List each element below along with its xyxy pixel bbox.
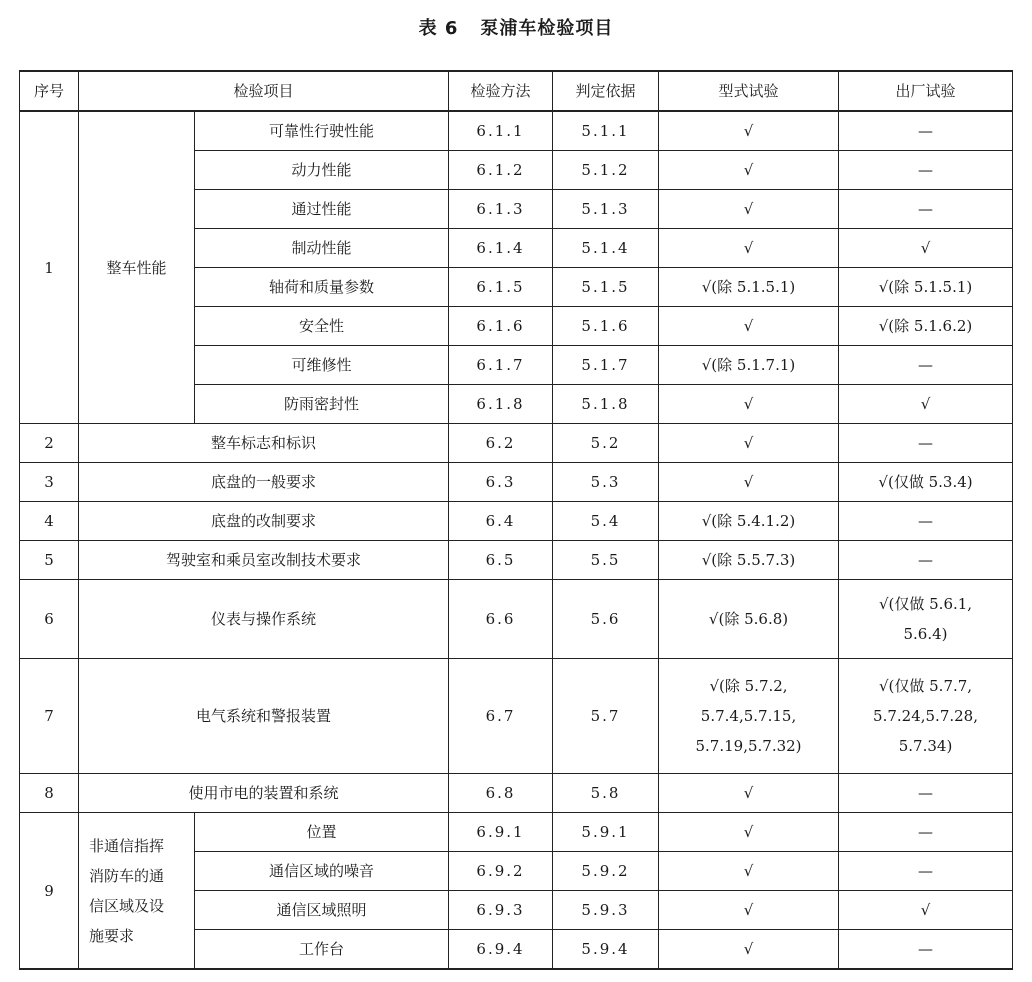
item-cell: 底盘的一般要求 xyxy=(79,463,449,502)
method-cell: 6.9.2 xyxy=(449,852,553,891)
sub-item: 通过性能 xyxy=(195,190,449,229)
row-no: 8 xyxy=(20,774,79,813)
header-row xyxy=(20,71,1013,111)
sub-item: 安全性 xyxy=(195,307,449,346)
method-cell: 6.1.5 xyxy=(449,268,553,307)
method-cell: 6.1.3 xyxy=(449,190,553,229)
method-cell: 6.9.1 xyxy=(449,813,553,852)
basis-cell: 5.1.5 xyxy=(553,268,659,307)
table-row xyxy=(20,813,1013,852)
method-cell: 6.2 xyxy=(449,424,553,463)
type-test-cell: √(除 5.4.1.2) xyxy=(659,502,839,541)
method-cell: 6.1.6 xyxy=(449,307,553,346)
header-no: 序号 xyxy=(20,71,79,111)
header-basis: 判定依据 xyxy=(553,71,659,111)
factory-test-cell: √ xyxy=(839,229,1013,268)
row-no: 1 xyxy=(20,111,79,424)
table-title: 泵浦车检验项目 xyxy=(480,18,614,39)
type-test-cell: √(除 5.1.5.1) xyxy=(659,268,839,307)
type-test-cell: √(除 5.7.2, 5.7.4,5.7.15, 5.7.19,5.7.32) xyxy=(659,659,839,774)
row-no: 9 xyxy=(20,813,79,970)
item-cell: 仪表与操作系统 xyxy=(79,580,449,659)
group-name: 整车性能 xyxy=(79,111,195,424)
sub-item: 工作台 xyxy=(195,930,449,970)
method-cell: 6.8 xyxy=(449,774,553,813)
sub-item: 可靠性行驶性能 xyxy=(195,111,449,151)
type-test-cell: √(除 5.6.8) xyxy=(659,580,839,659)
table-row xyxy=(20,111,1013,151)
factory-test-cell: — xyxy=(839,424,1013,463)
method-cell: 6.1.7 xyxy=(449,346,553,385)
type-test-cell: √(除 5.5.7.3) xyxy=(659,541,839,580)
table-row xyxy=(20,541,1013,580)
item-cell: 底盘的改制要求 xyxy=(79,502,449,541)
factory-test-cell: — xyxy=(839,774,1013,813)
method-cell: 6.6 xyxy=(449,580,553,659)
factory-test-cell: √(仅做 5.3.4) xyxy=(839,463,1013,502)
method-cell: 6.1.8 xyxy=(449,385,553,424)
row-no: 7 xyxy=(20,659,79,774)
item-cell: 整车标志和标识 xyxy=(79,424,449,463)
basis-cell: 5.4 xyxy=(553,502,659,541)
table-row xyxy=(20,774,1013,813)
basis-cell: 5.9.1 xyxy=(553,813,659,852)
basis-cell: 5.8 xyxy=(553,774,659,813)
basis-cell: 5.1.8 xyxy=(553,385,659,424)
sub-item: 轴荷和质量参数 xyxy=(195,268,449,307)
basis-cell: 5.5 xyxy=(553,541,659,580)
header-type-test: 型式试验 xyxy=(659,71,839,111)
type-test-cell: √ xyxy=(659,463,839,502)
factory-test-cell: — xyxy=(839,813,1013,852)
basis-cell: 5.7 xyxy=(553,659,659,774)
sub-item: 制动性能 xyxy=(195,229,449,268)
basis-cell: 5.9.4 xyxy=(553,930,659,970)
method-cell: 6.1.2 xyxy=(449,151,553,190)
sub-item: 通信区域照明 xyxy=(195,891,449,930)
sub-item: 防雨密封性 xyxy=(195,385,449,424)
row-no: 2 xyxy=(20,424,79,463)
group-name: 非通信指挥 消防车的通 信区域及设 施要求 xyxy=(79,813,195,970)
row-no: 3 xyxy=(20,463,79,502)
factory-test-cell: — xyxy=(839,111,1013,151)
method-cell: 6.1.1 xyxy=(449,111,553,151)
basis-cell: 5.1.1 xyxy=(553,111,659,151)
factory-test-cell: — xyxy=(839,151,1013,190)
header-item: 检验项目 xyxy=(79,71,449,111)
basis-cell: 5.1.4 xyxy=(553,229,659,268)
type-test-cell: √(除 5.1.7.1) xyxy=(659,346,839,385)
type-test-cell: √ xyxy=(659,930,839,970)
sub-item: 通信区域的噪音 xyxy=(195,852,449,891)
inspection-table xyxy=(19,70,1013,970)
header-method: 检验方法 xyxy=(449,71,553,111)
item-cell: 驾驶室和乘员室改制技术要求 xyxy=(79,541,449,580)
type-test-cell: √ xyxy=(659,229,839,268)
item-cell: 使用市电的装置和系统 xyxy=(79,774,449,813)
sub-item: 位置 xyxy=(195,813,449,852)
basis-cell: 5.3 xyxy=(553,463,659,502)
basis-cell: 5.2 xyxy=(553,424,659,463)
factory-test-cell: — xyxy=(839,190,1013,229)
type-test-cell: √ xyxy=(659,774,839,813)
item-cell: 电气系统和警报装置 xyxy=(79,659,449,774)
table-row xyxy=(20,580,1013,659)
basis-cell: 5.1.2 xyxy=(553,151,659,190)
table-row xyxy=(20,659,1013,774)
table-row xyxy=(20,424,1013,463)
type-test-cell: √ xyxy=(659,151,839,190)
basis-cell: 5.9.2 xyxy=(553,852,659,891)
method-cell: 6.3 xyxy=(449,463,553,502)
method-cell: 6.7 xyxy=(449,659,553,774)
method-cell: 6.5 xyxy=(449,541,553,580)
type-test-cell: √ xyxy=(659,385,839,424)
type-test-cell: √ xyxy=(659,190,839,229)
basis-cell: 5.1.3 xyxy=(553,190,659,229)
factory-test-cell: √(除 5.1.5.1) xyxy=(839,268,1013,307)
factory-test-cell: √(仅做 5.7.7, 5.7.24,5.7.28, 5.7.34) xyxy=(839,659,1013,774)
type-test-cell: √ xyxy=(659,852,839,891)
table-number: 表 6 xyxy=(418,18,459,39)
basis-cell: 5.6 xyxy=(553,580,659,659)
factory-test-cell: √(除 5.1.6.2) xyxy=(839,307,1013,346)
basis-cell: 5.9.3 xyxy=(553,891,659,930)
table-caption xyxy=(0,14,1032,40)
method-cell: 6.1.4 xyxy=(449,229,553,268)
row-no: 6 xyxy=(20,580,79,659)
type-test-cell: √ xyxy=(659,891,839,930)
factory-test-cell: √ xyxy=(839,385,1013,424)
factory-test-cell: — xyxy=(839,541,1013,580)
table-row xyxy=(20,463,1013,502)
method-cell: 6.4 xyxy=(449,502,553,541)
method-cell: 6.9.3 xyxy=(449,891,553,930)
factory-test-cell: — xyxy=(839,852,1013,891)
basis-cell: 5.1.6 xyxy=(553,307,659,346)
table-row xyxy=(20,502,1013,541)
factory-test-cell: √ xyxy=(839,891,1013,930)
type-test-cell: √ xyxy=(659,424,839,463)
header-factory-test: 出厂试验 xyxy=(839,71,1013,111)
method-cell: 6.9.4 xyxy=(449,930,553,970)
row-no: 5 xyxy=(20,541,79,580)
factory-test-cell: — xyxy=(839,930,1013,970)
basis-cell: 5.1.7 xyxy=(553,346,659,385)
factory-test-cell: — xyxy=(839,502,1013,541)
row-no: 4 xyxy=(20,502,79,541)
sub-item: 动力性能 xyxy=(195,151,449,190)
factory-test-cell: √(仅做 5.6.1, 5.6.4) xyxy=(839,580,1013,659)
type-test-cell: √ xyxy=(659,111,839,151)
type-test-cell: √ xyxy=(659,307,839,346)
type-test-cell: √ xyxy=(659,813,839,852)
sub-item: 可维修性 xyxy=(195,346,449,385)
factory-test-cell: — xyxy=(839,346,1013,385)
